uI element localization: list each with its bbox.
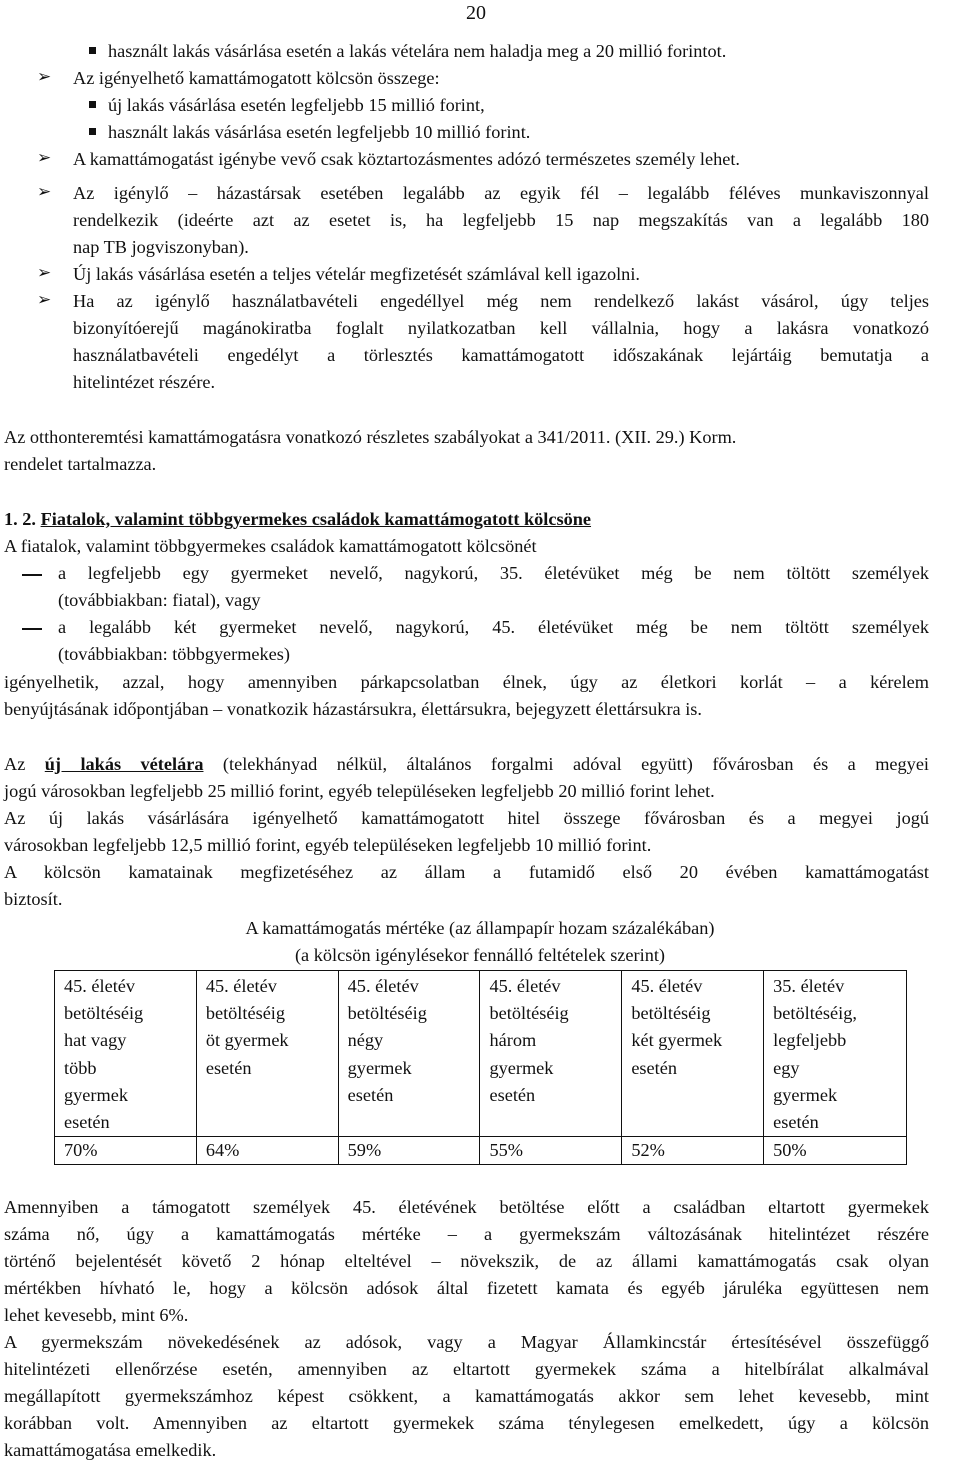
- table-cell: 45. életév betöltéséig két gyermek esetén: [622, 971, 764, 1137]
- section-heading: [4, 506, 960, 533]
- dash-item-line: (továbbiakban: fiatal), vagy: [58, 590, 261, 610]
- dash-bullet-icon: [22, 628, 42, 630]
- list-item-line: Az igénylő – házastársak esetében legalább az egyik fél – legalább féléves munkaviszonnyal: [73, 183, 929, 203]
- table-cell: 70%: [55, 1137, 197, 1165]
- table-cell: 45. életév betöltéséig három gyermek esetén: [480, 971, 622, 1137]
- list-item: Az igényelhető kamattámogatott kölcsön összege:: [73, 68, 440, 88]
- list-item: A kamattámogatást igénybe vevő csak köztartozásmentes adózó természetes személy lehet.: [73, 149, 741, 169]
- table-header-row: [55, 971, 907, 1137]
- list-item: használt lakás vásárlása esetén legfeljebb 10 millió forint.: [108, 122, 531, 142]
- paragraph-line: rendelet tartalmazza.: [4, 454, 157, 474]
- arrow-bullet-icon: ➢: [37, 182, 52, 202]
- table-cell: 45. életév betöltéséig hat vagy több gyermek esetén: [55, 971, 197, 1137]
- emphasis-new-flat-price: új lakás vételára: [44, 754, 204, 774]
- table-cell: 35. életév betöltéséig, legfeljebb egy gyermek esetén: [764, 971, 907, 1137]
- paragraph-line: Az új lakás vételára (telekhányad nélkül, általános forgalmi adóval együtt) fővárosban és a megyei: [4, 754, 930, 774]
- table-row: [55, 1137, 907, 1165]
- paragraph-line: Az új lakás vásárlására igényelhető kamattámogatott hitel összege fővárosban és a megyei jogú: [4, 808, 929, 828]
- paragraph-line: A kölcsön kamatainak megfizetéséhez az állam a futamidő első 20 évében kamattámogatást: [4, 862, 929, 882]
- table-title: A kamattámogatás mértéke (az állampapír hozam százalékában): [245, 918, 715, 938]
- table-cell: 55%: [480, 1137, 622, 1165]
- paragraph-line: biztosít.: [4, 889, 63, 909]
- square-bullet-icon: [89, 47, 96, 54]
- list-item: használt lakás vásárlása esetén a lakás vételára nem haladja meg a 20 millió forintot.: [108, 41, 727, 61]
- arrow-bullet-icon: ➢: [37, 67, 52, 87]
- paragraph-line: benyújtásának időpontjában – vonatkozik házastársukra, élettársukra, bejegyzett élettársukra is.: [4, 699, 702, 719]
- dash-item-line: (továbbiakban: többgyermekes): [58, 644, 290, 664]
- list-item-line: bizonyítóerejű magánokiratba foglalt nyilatkozatban kell vállalnia, hogy a lakásra vonatkozó: [73, 318, 929, 338]
- paragraph-line: korábban volt. Amennyiben az eltartott gyermekek száma ténylegesen emelkedett, úgy a kölcsön: [4, 1413, 929, 1433]
- dash-bullet-icon: [22, 574, 42, 576]
- table-cell: 52%: [622, 1137, 764, 1165]
- paragraph-line: lehet kevesebb, mint 6%.: [4, 1305, 189, 1325]
- square-bullet-icon: [89, 101, 96, 108]
- table-cell: 59%: [338, 1137, 480, 1165]
- table-cell: 45. életév betöltéséig négy gyermek esetén: [338, 971, 480, 1137]
- paragraph-line: Amennyiben a támogatott személyek 45. életévének betöltése előtt a családban eltartott gyermekek: [4, 1197, 929, 1217]
- paragraph-line: megállapított gyermekszámhoz képest csökkent, a kamattámogatás akkor sem lehet kevesebb, mint: [4, 1386, 929, 1406]
- square-bullet-icon: [89, 128, 96, 135]
- dash-item-line: a legalább két gyermeket nevelő, nagykorú, 45. életévüket még be nem töltött személyek: [58, 617, 929, 637]
- paragraph-line: városokban legfeljebb 12,5 millió forint, egyéb településeken legfeljebb 10 millió forint.: [4, 835, 652, 855]
- table-cell: 64%: [196, 1137, 338, 1165]
- list-item-line: hitelintézet részére.: [73, 372, 216, 392]
- paragraph-line: jogú városokban legfeljebb 25 millió forint, egyéb településeken legfeljebb 20 millió forint lehet.: [4, 781, 715, 801]
- paragraph-line: történő bejelentését követő 2 hónap elteltével – növekszik, de az állami kamattámogatás csak olyan: [4, 1251, 929, 1271]
- arrow-bullet-icon: ➢: [37, 290, 52, 310]
- list-item-line: rendelkezik (ideérte azt az esetet is, ha legfeljebb 15 nap megszakítás van a legalább 180: [73, 210, 929, 230]
- list-item: új lakás vásárlása esetén legfeljebb 15 millió forint,: [108, 95, 485, 115]
- table-cell: 50%: [764, 1137, 907, 1165]
- paragraph-line: A gyermekszám növekedésének az adósok, vagy a Magyar Államkincstár értesítésével összefüggő: [4, 1332, 929, 1352]
- list-item: Új lakás vásárlása esetén a teljes vételár megfizetését számlával kell igazolni.: [73, 264, 640, 284]
- table-subtitle: (a kölcsön igénylésekor fennálló feltételek szerint): [294, 945, 666, 965]
- table-cell: 45. életév betöltéséig öt gyermek esetén: [196, 971, 338, 1137]
- paragraph-line: kamattámogatása emelkedik.: [4, 1440, 217, 1460]
- paragraph-line: Az otthonteremtési kamattámogatásra vonatkozó részletes szabályokat a 341/2011. (XII. 29.) Korm.: [4, 427, 737, 447]
- list-item-line: használatbavételi engedélyt a törlesztés kamattámogatott időszakának lejártáig bemutatja a: [73, 345, 929, 365]
- paragraph-line: mértékben hívható le, hogy a kölcsön adósok által fizetett kamata és egyéb járuléka együttesen nem: [4, 1278, 929, 1298]
- dash-item-line: a legfeljebb egy gyermeket nevelő, nagykorú, 35. életévüket még be nem töltött személyek: [58, 563, 929, 583]
- section-number: 1. 2.: [4, 509, 36, 529]
- section-title: Fiatalok, valamint többgyermekes családok kamattámogatott kölcsöne: [40, 509, 592, 529]
- paragraph-line: igényelhetik, azzal, hogy amennyiben párkapcsolatban élnek, úgy az életkori korlát – a kérelem: [4, 672, 929, 692]
- rate-table: [54, 970, 907, 1165]
- intro-line: A fiatalok, valamint többgyermekes családok kamattámogatott kölcsönét: [4, 536, 537, 556]
- arrow-bullet-icon: ➢: [37, 148, 52, 168]
- paragraph-line: száma nő, úgy a kamattámogatás mértéke – a gyermekszám változásának hitelintézet részére: [4, 1224, 929, 1244]
- arrow-bullet-icon: ➢: [37, 263, 52, 283]
- list-item-line: nap TB jogviszonyban).: [73, 237, 249, 257]
- list-item-line: Ha az igénylő használatbavételi engedéllyel még nem rendelkező lakást vásárol, úgy teljes: [73, 291, 929, 311]
- page-number: 20: [466, 2, 486, 24]
- paragraph-line: hitelintézeti ellenőrzése esetén, amennyiben az eltartott gyermekek száma a hitelbírálat alkalmával: [4, 1359, 929, 1379]
